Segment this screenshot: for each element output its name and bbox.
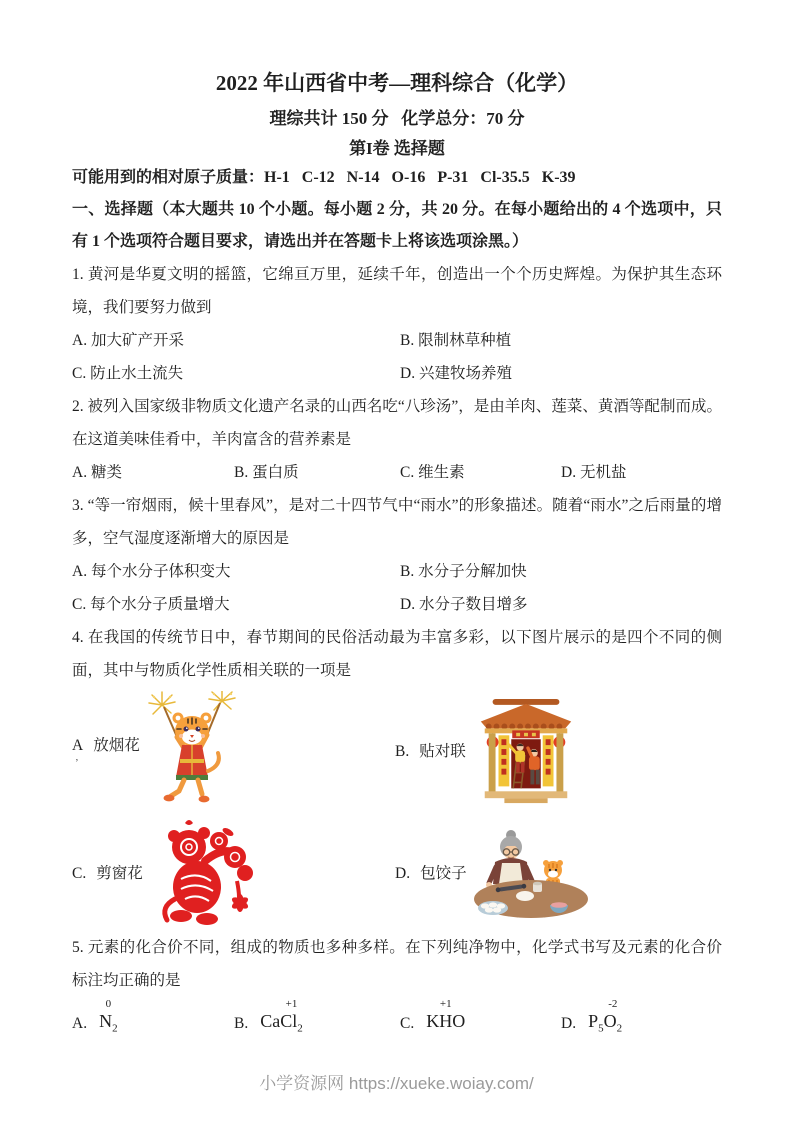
option-a: A. 糖类 [72, 464, 122, 481]
page-title: 2022 年山西省中考—理科综合（化学） [215, 71, 579, 95]
option-b: B. 限制林草种植 [400, 332, 512, 349]
chemical-formula [99, 998, 118, 1035]
subscript: 2 [112, 1022, 118, 1035]
option-caption: 贴对联 [419, 743, 466, 760]
option-letter: C. [72, 865, 87, 882]
option-d: D. 无机盐 [561, 464, 627, 481]
option-letter: D. [395, 865, 411, 882]
paper-cut-monkey-icon [147, 819, 269, 929]
question-text: 2. 被列入国家级非物质文化遗产名录的山西名吃“八珍汤”，是由羊肉、莲菜、黄酒等配制而成。在这道美味佳肴中，羊肉富含的营养素是 [72, 398, 722, 448]
subscript: 5 [598, 1022, 604, 1035]
part-one-instructions: 一、选择题（本大题共 10 个小题。每小题 2 分，共 20 分。在每小题给出的 4 个选项中，只有 1 个选项符合题目要求，请选出并在答题卡上将该选项涂黑。） [72, 201, 722, 250]
element-symbol: Ca [260, 1011, 281, 1031]
option-c: C. 防止水土流失 [72, 365, 184, 382]
question-text: 4. 在我国的传统节日中，春节期间的民俗活动最为丰富多彩，以下图片展示的是四个不同的侧面，其中与物质化学性质相关联的一项是 [72, 629, 722, 679]
question-2 [72, 390, 722, 489]
option-letter: A. [72, 1014, 88, 1032]
option-b: B. 蛋白质 [234, 464, 299, 481]
dumpling-making-icon [471, 826, 593, 922]
question-text: 1. 黄河是华夏文明的摇篮，它绵亘万里，延续千年，创造出一个个历史辉煌。为保护其生态环境，我们要努力做到 [72, 266, 722, 316]
option-b: B. 水分子分解加快 [400, 563, 527, 580]
oxidation-state: +1 [439, 998, 452, 1010]
element-symbol: O [452, 1011, 466, 1031]
tiger-with-sparklers-icon [144, 691, 240, 813]
element-symbol: N [99, 1011, 113, 1031]
figure-label [72, 736, 140, 768]
section-header: 第I卷 选择题 [349, 139, 445, 158]
figure-grid [72, 691, 722, 929]
subscript: 2 [297, 1022, 303, 1035]
figure-option-d [395, 819, 722, 929]
figure-option-c [72, 819, 395, 929]
question-3 [72, 489, 722, 621]
element-symbol: K [426, 1011, 440, 1031]
couplet-gate-icon [470, 696, 582, 808]
option-c: C. 维生素 [400, 464, 465, 481]
options-grid [72, 456, 722, 489]
options-grid [72, 324, 722, 390]
option-a: A. 加大矿产开采 [72, 332, 184, 349]
figure-option-a [72, 691, 395, 813]
question-text: 5. 元素的化合价不同，组成的物质也多种多样。在下列纯净物中，化学式书写及元素的化合价标注均正确的是 [72, 939, 722, 989]
element-symbol: Cl [280, 1011, 298, 1031]
atomic-mass-line: 可能用到的相对原子质量：H-1 C-12 N-14 O-16 P-31 Cl-35.5 K-39 [72, 169, 576, 186]
option-letter: B. [395, 743, 410, 760]
chemical-formula [426, 998, 466, 1034]
watermark-footer: 小学资源网 https://xueke.woiay.com/ [259, 1074, 534, 1093]
figure-label [72, 864, 143, 884]
figure-option-b [395, 691, 722, 813]
option-letter: C. [400, 1014, 415, 1032]
page-content [72, 70, 722, 1034]
option-caption: 包饺子 [420, 865, 467, 882]
option-c [400, 998, 561, 1034]
score-subtitle: 理综共计 150 分 化学总分：70 分 [269, 109, 525, 128]
figure-label [395, 742, 466, 762]
option-d [561, 998, 722, 1035]
options-grid [72, 555, 722, 621]
element-symbol: H [439, 1011, 453, 1031]
option-letter: B. [234, 1014, 249, 1032]
option-a: A. 每个水分子体积变大 [72, 563, 231, 580]
question-text: 3. “等一帘烟雨，候十里春风”，是对二十四节气中“雨水”的形象描述。随着“雨水”之后雨量的增多，空气湿度逐渐增大的原因是 [72, 497, 722, 547]
oxidation-state: +1 [285, 998, 298, 1010]
option-d: D. 水分子数目增多 [400, 596, 528, 613]
options-grid [72, 997, 722, 1034]
option-caption: 放烟花 [93, 737, 140, 754]
question-1 [72, 258, 722, 390]
chemical-formula [588, 998, 623, 1035]
option-c: C. 每个水分子质量增大 [72, 596, 230, 613]
chemical-formula [260, 998, 303, 1035]
question-5 [72, 931, 722, 1034]
oxidation-state: -2 [608, 998, 618, 1010]
option-letter: A [72, 737, 84, 754]
oxidation-state: 0 [105, 998, 112, 1010]
option-caption: 剪窗花 [96, 865, 143, 882]
stray-mark: ’ [75, 757, 79, 769]
figure-label [395, 864, 467, 884]
option-d: D. 兴建牧场养殖 [400, 365, 512, 382]
option-a [72, 998, 234, 1035]
option-b [234, 998, 400, 1035]
subscript: 2 [616, 1022, 623, 1035]
option-letter: D. [561, 1014, 577, 1032]
element-symbol: O [603, 1011, 617, 1031]
question-4 [72, 621, 722, 929]
element-symbol: P [588, 1011, 599, 1031]
